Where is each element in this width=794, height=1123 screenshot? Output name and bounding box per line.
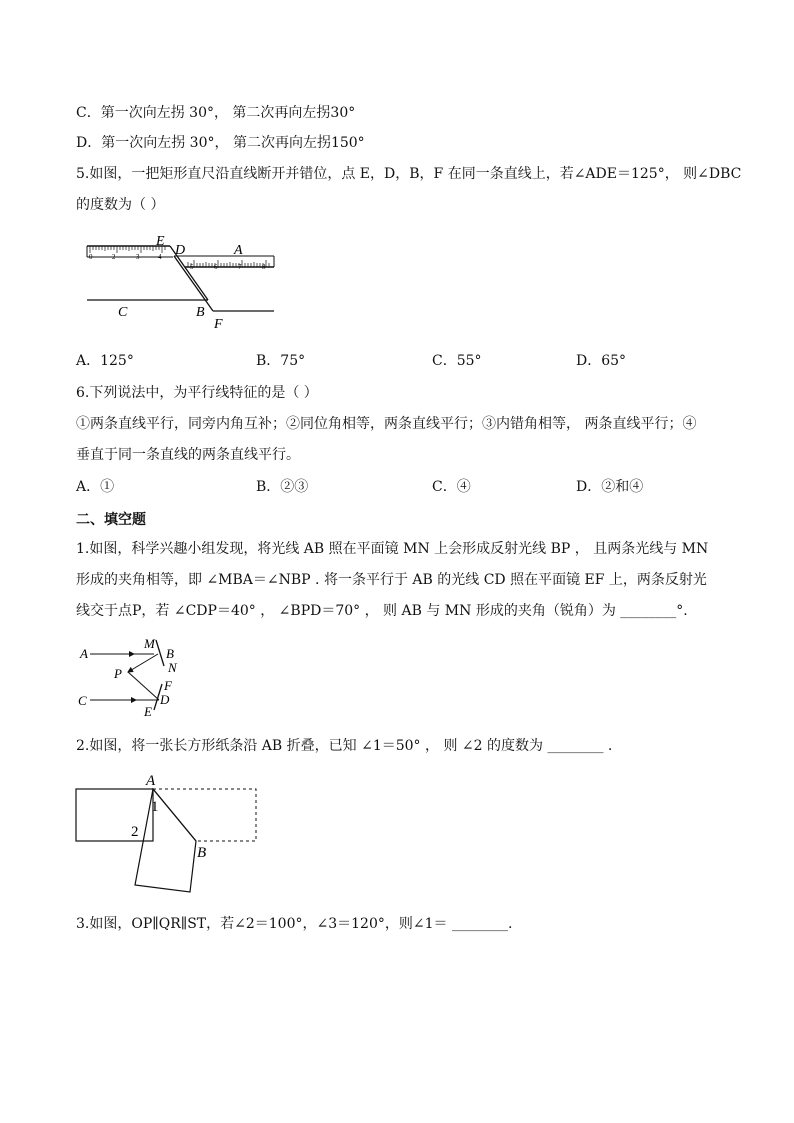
f1-line3: 线交于点P，若 ∠CDP＝40° ， ∠BPD＝70° ， 则 AB 与 MN 形成的夹角（锐角）为 ________°.	[76, 603, 688, 619]
f2-label-a: A	[146, 773, 156, 789]
f1-label-f: F	[164, 678, 172, 693]
ruler-tick-7: 7	[238, 263, 242, 271]
right-ruler-piece	[174, 256, 274, 271]
q5-option-a: A．125°	[76, 353, 134, 369]
f1-label-b: B	[166, 646, 174, 661]
f1-label-p: P	[114, 666, 122, 681]
section-title-fill-blank: 二、填空题	[76, 512, 146, 528]
q5-option-c: C．55°	[432, 353, 482, 369]
f2-line1: 2.如图，将一张长方形纸条沿 AB 折叠，已知 ∠1＝50° ， 则 ∠2 的度数为 ________ .	[76, 738, 613, 754]
ruler-tick-8: 8	[262, 263, 266, 271]
label-f: F	[214, 317, 223, 332]
ruler-tick-1: 2	[112, 253, 116, 261]
f2-fold-figure	[74, 770, 264, 896]
option-d-prev: D．第一次向左拐 30°， 第二次再向左拐150°	[76, 135, 365, 151]
f2-angle-1: 1	[151, 799, 159, 815]
q6-body-line1: ①两条直线平行，同旁内角互补；②同位角相等，两条直线平行；③内错角相等， 两条直线平行；④	[76, 416, 697, 432]
f1-label-a: A	[80, 646, 88, 661]
f1-label-d: D	[160, 692, 170, 707]
strip-left-part	[76, 789, 153, 841]
ruler-tick-3: 3	[136, 253, 140, 261]
q6-stem: 6.下列说法中，为平行线特征的是（ ）	[76, 385, 318, 401]
ruler-tick-6: 6	[214, 263, 218, 271]
label-a: A	[234, 243, 243, 258]
f1-mirror-figure	[74, 632, 194, 720]
f2-angle-2: 2	[131, 824, 139, 840]
label-b: B	[196, 305, 205, 320]
ruler-tick-5: 5	[190, 263, 194, 271]
f1-line1: 1.如图，科学兴趣小组发现，将光线 AB 照在平面镜 MN 上会形成反射光线 BP ， 且两条光线与 MN	[76, 541, 709, 557]
strip-folded-away	[153, 789, 256, 841]
f1-label-m: M	[144, 636, 155, 651]
q5-ruler-figure	[84, 232, 279, 332]
q6-option-d: D．②和④	[576, 479, 644, 495]
f1-label-n: N	[168, 660, 177, 675]
ruler-tick-0: 0	[89, 253, 93, 261]
q6-body-line2: 垂直于同一条直线的两条直线平行。	[76, 447, 300, 463]
f1-label-e: E	[144, 704, 152, 719]
f2-label-b: B	[197, 845, 207, 861]
ray-pd	[128, 672, 159, 700]
q5-stem-line1: 5.如图，一把矩形直尺沿直线断开并错位，点 E，D，B，F 在同一条直线上，若∠ADE＝125°， 则∠DBC	[76, 166, 742, 182]
q5-option-b: B．75°	[256, 353, 306, 369]
ray-bp	[128, 654, 158, 672]
mirror-mn	[156, 640, 164, 666]
q6-option-a: A．①	[76, 479, 115, 495]
option-c-prev: C．第一次向左拐 30°， 第二次再向左拐30°	[76, 105, 356, 121]
q5-option-d: D．65°	[576, 353, 627, 369]
q6-option-c: C．④	[432, 479, 471, 495]
label-c: C	[118, 305, 128, 320]
transversal-right	[174, 256, 213, 311]
ruler-tick-4: 4	[158, 253, 162, 261]
q5-stem-line2: 的度数为（ ）	[76, 197, 165, 213]
f3-line1: 3.如图，OP∥QR∥ST，若∠2＝100°，∠3＝120°，则∠1＝ ________.	[76, 916, 513, 932]
label-d: D	[175, 243, 186, 258]
f1-label-c: C	[78, 693, 87, 708]
q6-option-b: B．②③	[256, 479, 309, 495]
label-e: E	[156, 234, 165, 249]
f1-line2: 形成的夹角相等，即 ∠MBA＝∠NBP . 将一条平行于 AB 的光线 CD 照在平面镜 EF 上，两条反射光	[76, 572, 707, 588]
